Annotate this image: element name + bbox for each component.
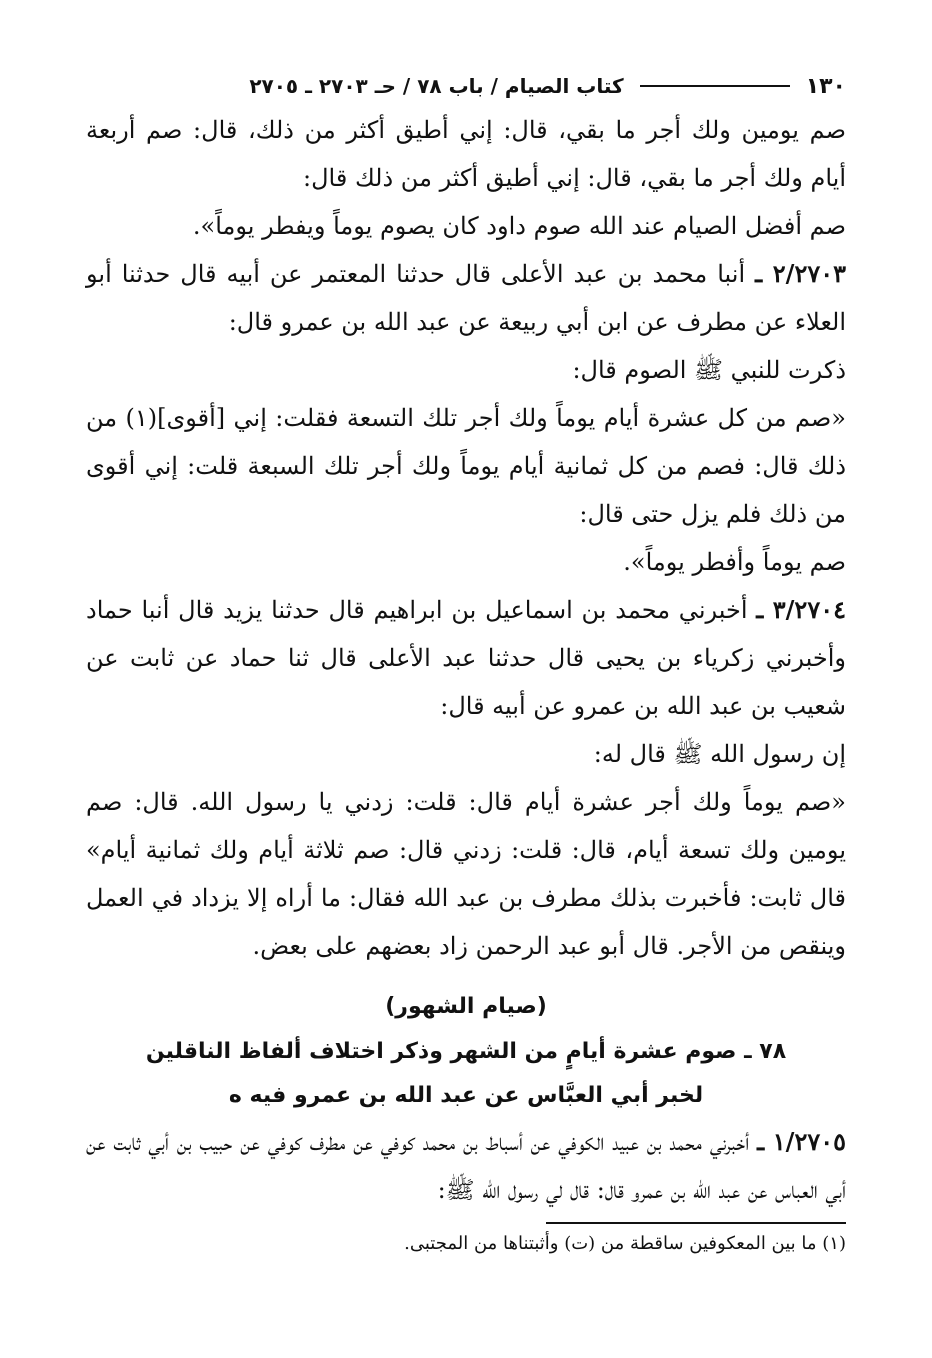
running-title: كتاب الصيام / باب ٧٨ / حـ ٢٧٠٣ ـ ٢٧٠٥: [249, 74, 624, 98]
hadith-number: ٣/٢٧٠٤ ـ: [756, 595, 846, 624]
footnote-rule: [546, 1222, 846, 1224]
main-text: [86, 106, 846, 970]
header-rule: [640, 85, 790, 87]
paragraph-text: «صم يوماً ولك أجر عشرة أيام قال: قلت: زدني يا رسول الله. قال: صم يومين ولك تسعة أيام، قال: قلت: زدني قال: صم ثلاثة أيام ولك ثمانية أيام» قال ثابت: فأخبرت بذلك مطرف بن عبد الله فقال: ما أراه إلا يزداد في العمل وينقص من الأجر. قال أبو عبد الرحمن زاد بعضهم على بعض.: [86, 788, 846, 960]
chapter-heading-line: لخبر أبي العبَّاس عن عبد الله بن عمرو فيه ه: [228, 1083, 704, 1108]
paragraph-text: ذكرت للنبي ﷺ الصوم قال:: [572, 356, 846, 384]
paragraph-text: صم يومين ولك أجر ما بقي، قال: إني أطيق أكثر من ذلك، قال: صم أربعة أيام ولك أجر ما بقي، قال: إني أطيق أكثر من ذلك قال:: [86, 116, 846, 192]
hadith-number: ٢/٢٧٠٣ ـ: [755, 259, 846, 288]
book-page: [86, 66, 846, 1260]
chapter-heading: [86, 1030, 846, 1118]
main-text-continued: [86, 1118, 846, 1214]
hadith-number: ١/٢٧٠٥ ـ: [757, 1127, 846, 1156]
page-number: ١٣٠: [805, 73, 846, 99]
paragraph: [86, 394, 846, 538]
paragraph: [86, 346, 846, 394]
paragraph: [86, 538, 846, 586]
footnote: (١) ما بين المعكوفين ساقطة من (ت) وأثبتناها من المجتبى.: [404, 1233, 846, 1254]
paragraph-text: أخبرني محمد بن اسماعيل بن ابراهيم قال حدثنا يزيد قال أنبا حماد وأخبرني زكرياء بن يحيى قال حدثنا عبد الأعلى قال ثنا حماد عن ثابت عن شعيب بن عبد الله بن عمرو عن أبيه قال:: [86, 596, 846, 720]
chapter-heading-line: ٧٨ ـ صوم عشرة أيامٍ من الشهر وذكر اختلاف ألفاظ الناقلين: [145, 1039, 787, 1064]
paragraph: [86, 250, 846, 346]
paragraph: [86, 106, 846, 202]
paragraph: [86, 778, 846, 970]
paragraph-text: صم يوماً وأفطر يوماً».: [623, 548, 846, 576]
paragraph-text: أخبرني محمد بن عبيد الكوفي عن أسباط بن محمد كوفي عن مطرف كوفي عن حبيب بن أبي ثابت عن أبي العباس عن عبد الله بن عمرو قال: قال لي رسول الله ﷺ:: [86, 1128, 846, 1204]
paragraph-text: أنبا محمد بن عبد الأعلى قال حدثنا المعتمر عن أبيه قال حدثنا أبو العلاء عن مطرف عن ابن أبي ربيعة عن عبد الله بن عمرو قال:: [86, 260, 846, 336]
section-heading: (صيام الشهور): [385, 994, 547, 1019]
paragraph-text: إن رسول الله ﷺ قال له:: [593, 740, 846, 768]
paragraph-text: صم أفضل الصيام عند الله صوم داود كان يصوم يوماً ويفطر يوماً».: [192, 212, 846, 240]
running-head: [86, 66, 846, 106]
paragraph-text: «صم من كل عشرة أيام يوماً ولك أجر تلك التسعة فقلت: إني [أقوى](١) من ذلك قال: فصم من كل ثمانية أيام يوماً ولك أجر تلك السبعة قلت: إني أقوى من ذلك فلم يزل حتى قال:: [86, 404, 846, 528]
paragraph: [86, 586, 846, 730]
paragraph: [86, 202, 846, 250]
paragraph: [86, 1118, 846, 1214]
paragraph: [86, 730, 846, 778]
